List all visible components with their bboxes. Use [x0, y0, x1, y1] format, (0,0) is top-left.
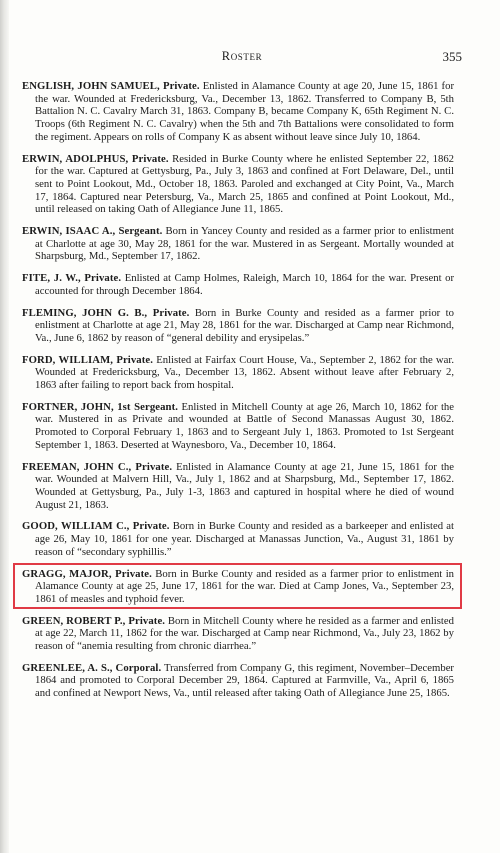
entry-name: ERWIN, ADOLPHUS, Private. [22, 152, 169, 165]
entry-text: Resided in Burke County where he enlisted September 22, 1862 for the war. Captured at Gettysburg, Pa., July 3, 1863 and confined at Fort Delaware, Del., until sent to Point Lookout, Md., October 18, 1863. Paroled and exchanged at City Point, Va., March 17, 1864. Captured near Petersburg, Va., March 25, 1865 and confined at Point Lookout, Md., until released on taking Oath of Allegiance June 11, 1865. [35, 152, 455, 216]
entry-text: Born in Mitchell County where he resided as a farmer and enlisted at age 22, March 11, 1862 for the war. Discharged at Camp near Richmond, Va., July 23, 1862 by reason of “anemia resulting from chronic diarrhea.” [35, 614, 454, 653]
entry-name: FREEMAN, JOHN C., Private. [22, 460, 173, 473]
entry-name: GREEN, ROBERT P., Private. [22, 614, 166, 627]
roster-entry [22, 272, 454, 297]
entry-text: Transferred from Company G, this regiment, November–December 1864 and promoted to Corporal December 29, 1864. Captured at Farmville, Va., April 6, 1865 and confined at Newport News, Va., until released after taking Oath of Allegiance June 25, 1865. [35, 661, 454, 700]
entry-text: Enlisted at Fairfax Court House, Va., September 2, 1862 for the war. Wounded at Fredericksburg, Va., December 13, 1862. Absent without leave after February 2, 1863 after failing to report back from hospital. [35, 353, 455, 392]
roster-entry [22, 80, 454, 144]
entry-name: ERWIN, ISAAC A., Sergeant. [22, 225, 163, 238]
entry-name: FITE, J. W., Private. [22, 272, 122, 285]
page-number: 355 [442, 49, 462, 64]
running-head [22, 49, 462, 65]
entry-text: Born in Burke County and resided as a farmer prior to enlistment at Charlotte at age 21, May 28, 1861 for the war. Discharged at Camp near Richmond, Va., June 6, 1862 by reason of “general debility and erysipelas.” [35, 306, 454, 344]
entry-name: GRAGG, MAJOR, Private. [22, 567, 152, 580]
roster-entry [22, 354, 454, 392]
page-spine-shadow [0, 0, 9, 853]
entry-text: Born in Burke County and resided as a barkeeper and enlisted at age 26, May 10, 1861 for one year. Discharged at Manassas Junction, Va., August 31, 1861 by reason of “secondary syphillis.” [35, 520, 454, 558]
entry-name: GREENLEE, A. S., Corporal. [22, 661, 162, 674]
entry-text: Enlisted in Alamance County at age 21, June 15, 1861 for the war. Wounded at Malvern Hill, Va., July 1, 1862 and at Sharpsburg, Md., September 17, 1862. Wounded at Gettysburg, Pa., July 1-3, 1863 and captured in hospital where he died of wound August 21, 1863. [35, 460, 455, 511]
roster-entry-highlighted [22, 568, 454, 606]
roster-entry [22, 662, 454, 700]
roster-entry [22, 225, 454, 263]
entry-text: Enlisted in Alamance County at age 20, June 15, 1861 for the war. Wounded at Fredericksburg, Va., December 13, 1862. Transferred to Company B, 5th Battalion N. C. Cavalry March 31, 1863. Company B, became Company K, 65th Regiment N. C. Troops (6th Regiment N. C. Cavalry) when the 5th and 7th Battalions were consolidated to form the regiment. Appears on rolls of Company K as absent without leave since July 10, 1864. [35, 80, 455, 143]
entry-name: FLEMING, JOHN G. B., Private. [22, 306, 190, 319]
entry-text: Enlisted in Mitchell County at age 26, March 10, 1862 for the war. Mustered in as Private and wounded at Battle of Second Manassas August 30, 1862. Promoted to Corporal February 1, 1863 and to Sergeant July 1, 1863. Promoted to 1st Sergeant September 1, 1863. Deserted at Waynesboro, Va., December 10, 1864. [35, 400, 455, 451]
entry-name: GOOD, WILLIAM C., Private. [22, 520, 170, 533]
entry-text: Born in Yancey County and resided as a farmer prior to enlistment at Charlotte at age 30, May 28, 1861 for the war. Mustered in as Sergeant. Mortally wounded at Sharpsburg, Md., September 17, 1862. [35, 225, 455, 263]
entry-name: FORD, WILLIAM, Private. [22, 353, 154, 366]
roster-entry [22, 401, 454, 452]
entry-name: FORTNER, JOHN, 1st Sergeant. [22, 400, 179, 413]
roster-entry [22, 520, 454, 558]
entry-text: Enlisted at Camp Holmes, Raleigh, March 10, 1864 for the war. Present or accounted for through December 1864. [35, 272, 455, 297]
entry-name: ENGLISH, JOHN SAMUEL, Private. [22, 80, 200, 92]
roster-entries [22, 80, 454, 709]
entry-text: Born in Burke County and resided as a farmer prior to enlistment in Alamance County at age 25, June 17, 1861 for the war. Died at Camp Jones, Va., September 23, 1861 of measles and typhoid fever. [35, 567, 455, 605]
running-head-title: Roster [221, 49, 263, 63]
roster-entry [22, 153, 454, 217]
roster-entry [22, 461, 454, 512]
roster-entry [22, 307, 454, 345]
roster-entry [22, 615, 454, 653]
